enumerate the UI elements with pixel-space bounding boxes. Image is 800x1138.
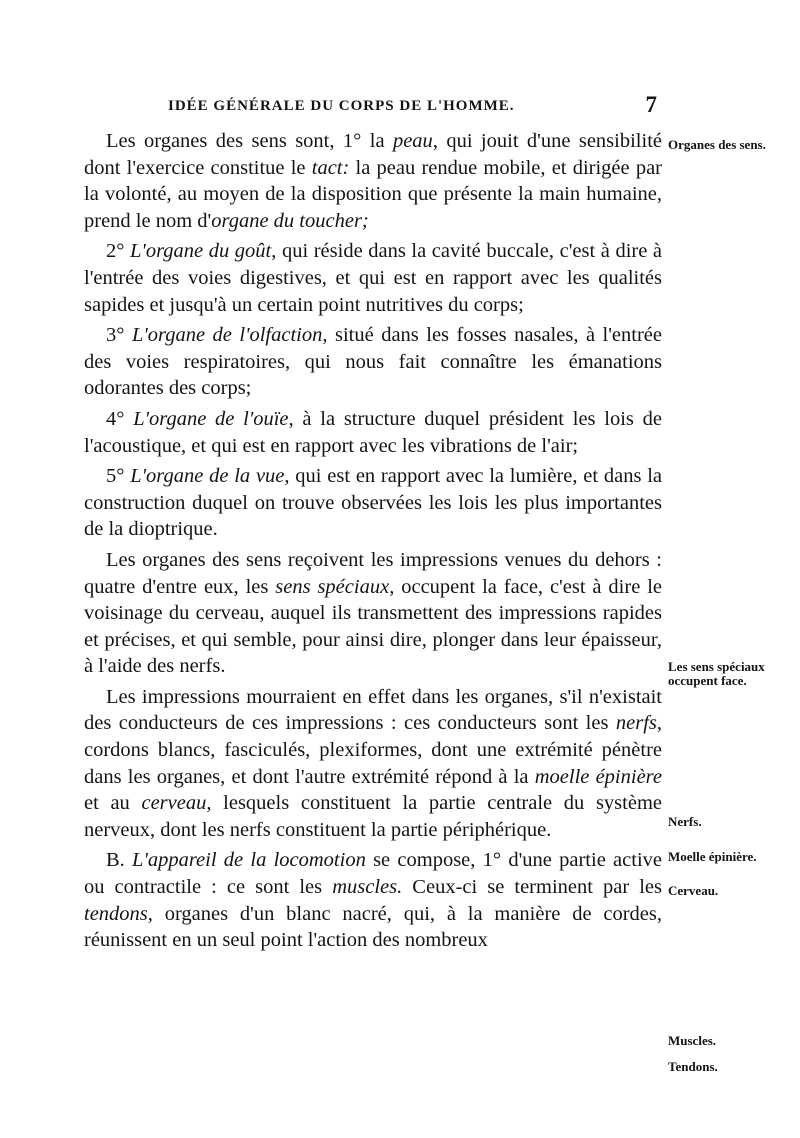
paragraph (84, 847, 662, 953)
text-run: , qui est en rapport avec la lumière, et dans la construction duquel on trouve observées les lois les plus importantes de la dioptrique. (84, 465, 663, 541)
text-run: se compose, 1° d'une partie active ou contractile : ce sont les (84, 849, 662, 899)
text-run: lesquels constituent la partie centrale du système nerveux, dont les nerfs constituent la partie périphérique. (84, 792, 662, 841)
text-run: la peau rendue mobile, et dirigée par la volonté, au moyen de la disposition que présente la main humaine, prend le nom d' (84, 156, 662, 232)
page-number: 7 (645, 92, 658, 117)
paragraph (84, 684, 662, 844)
margin-note-organes: Organes des sens. (668, 137, 766, 152)
text-run: , qui réside dans la cavité buccale, c'est à dire à l'entrée des voies digestives, et qui est en rapport avec les qualités sapides et jusqu'à un certain point nutritives du corps; (84, 240, 662, 316)
text-run: B. (106, 849, 133, 872)
text-run: Les organes des sens sont, 1° la (106, 130, 393, 152)
italic-term: L'organe de l'olfaction (131, 324, 323, 347)
italic-term: L'organe de l'ouïe (133, 407, 289, 430)
paragraph (84, 406, 662, 459)
italic-term: L'appareil de la locomotion (132, 849, 366, 872)
margin-note-moelle: Moelle épinière. (668, 849, 757, 864)
text-run: 4° (106, 407, 134, 430)
italic-term: organe du toucher; (211, 209, 369, 232)
running-title: IDÉE GÉNÉRALE DU CORPS DE L'HOMME. (168, 98, 515, 114)
paragraph (84, 322, 662, 402)
text-run: , à la structure duquel président les lois de l'acoustique, et qui est en rapport avec les vibrations de l'air; (84, 407, 662, 457)
text-run: Les organes des sens reçoivent les impressions venues du dehors : quatre d'entre eux, les (84, 548, 662, 598)
text-run: , cordons blancs, fasciculés, plexiformes, dont une extrémité pénètre dans les organes, et dont l'autre extrémité répond à la (84, 712, 662, 788)
margin-note-tendons: Tendons. (668, 1059, 718, 1074)
margin-note-muscles: Muscles. (668, 1033, 717, 1048)
italic-term: nerfs (615, 712, 657, 735)
text-run: et au (84, 792, 142, 815)
margin-note-sens-speciaux: Les sens spéciaux occupent face. (668, 659, 765, 688)
text-run: Ceux-ci se terminent par les (402, 876, 662, 899)
paragraph (84, 128, 662, 234)
text-run: , situé dans les fosses nasales, à l'entrée des voies respiratoires, qui nous fait connaître les émanations odorantes des corps; (84, 324, 662, 400)
italic-term: sens spéciaux (275, 575, 390, 598)
italic-term: L'organe du goût (130, 240, 272, 263)
paragraph (84, 238, 662, 318)
paragraph (84, 547, 662, 680)
italic-term: L'organe de la vue (130, 465, 285, 488)
italic-term: tendons (84, 902, 148, 925)
text-run: 5° (106, 465, 131, 488)
text-run: 2° (106, 240, 131, 263)
paragraph (84, 463, 662, 543)
italic-term: moelle épinière (534, 765, 662, 788)
text-run: , occupent la face, c'est à dire le voisinage du cerveau, auquel ils transmettent des impressions rapides et précises, et qui semble, pour ainsi dire, plonger dans leur épaisseur, à l'aide des nerfs. (84, 575, 662, 678)
text-run: , qui jouit d'une sensibilité dont l'exercice constitue le (84, 130, 662, 179)
margin-note-nerfs: Nerfs. (668, 814, 702, 829)
body-text (84, 128, 662, 958)
italic-term: cerveau, (141, 792, 212, 815)
text-run: , organes d'un blanc nacré, qui, à la manière de cordes, réunissent en un seul point l'action des nombreux (84, 902, 662, 952)
italic-term: tact: (311, 156, 350, 179)
text-run: 3° (106, 324, 132, 347)
margin-note-cerveau: Cerveau. (668, 883, 719, 898)
italic-term: peau (392, 130, 433, 152)
text-run: Les impressions mourraient en effet dans les organes, s'il n'existait des conducteurs de ces impressions : ces conducteurs sont les (84, 685, 662, 735)
italic-term: muscles. (332, 876, 403, 899)
